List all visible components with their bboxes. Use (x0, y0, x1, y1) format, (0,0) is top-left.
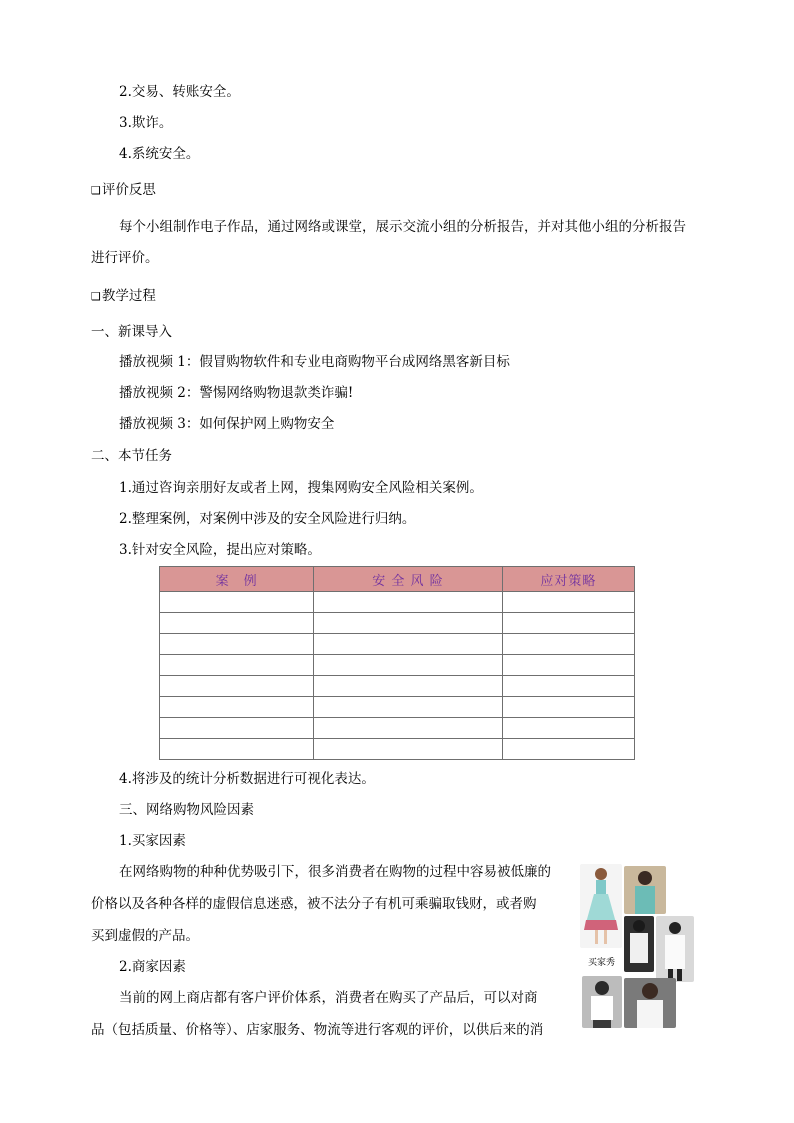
dress-photo (580, 864, 622, 948)
table-row (160, 697, 635, 718)
case-table-header-row (160, 567, 635, 592)
table-row (160, 634, 635, 655)
coat-figure-icon (656, 916, 694, 982)
evaluation-heading (91, 180, 156, 201)
header-case: 案 例 (160, 567, 314, 592)
table-cell[interactable] (314, 634, 502, 655)
buyer-text-line3: 买到虚假的产品。 (91, 928, 199, 944)
risk-item-2: 2.交易、转账安全。 (119, 84, 240, 100)
shirt-figure-icon (582, 976, 622, 1028)
merchant-text-line1: 当前的网上商店都有客户评价体系，消费者在购买了产品后，可以对商 (119, 990, 538, 1006)
table-cell[interactable] (314, 613, 502, 634)
table-cell[interactable] (502, 676, 634, 697)
table-cell[interactable] (502, 592, 634, 613)
table-row (160, 676, 635, 697)
evaluation-text-line1: 每个小组制作电子作品，通过网络或课堂，展示交流小组的分析报告，并对其他小组的分析报告 (119, 219, 686, 235)
table-cell[interactable] (160, 718, 314, 739)
table-cell[interactable] (160, 655, 314, 676)
header-risk: 安 全 风 险 (314, 567, 502, 592)
table-cell[interactable] (502, 697, 634, 718)
table-cell[interactable] (160, 592, 314, 613)
table-cell[interactable] (502, 655, 634, 676)
video-item-1: 播放视频 1：假冒购物软件和专业电商购物平台成网络黑客新目标 (119, 354, 510, 370)
task-item-3: 3.针对安全风险，提出应对策略。 (119, 542, 321, 558)
header-strategy: 应对策略 (502, 567, 634, 592)
table-cell[interactable] (160, 634, 314, 655)
section3-title: 三、网络购物风险因素 (119, 802, 254, 818)
merchant-factor-title: 2.商家因素 (119, 959, 186, 975)
buyer-factor-title: 1.买家因素 (119, 833, 186, 849)
section1-title: 一、新课导入 (91, 324, 172, 340)
table-cell[interactable] (160, 676, 314, 697)
table-cell[interactable] (160, 697, 314, 718)
video-item-2: 播放视频 2：警惕网络购物退款类诈骗! (119, 385, 354, 401)
process-heading-label: 教学过程 (101, 288, 156, 304)
case-table (159, 566, 635, 760)
woman-figure-icon (624, 866, 666, 914)
table-row (160, 592, 635, 613)
table-cell[interactable] (502, 739, 634, 760)
table-cell[interactable] (314, 676, 502, 697)
risk-item-3: 3.欺诈。 (119, 115, 173, 131)
risk-item-4: 4.系统安全。 (119, 146, 200, 162)
dress-figure-icon (580, 864, 622, 948)
shirt-figure-icon (624, 978, 676, 1028)
evaluation-heading-label: 评价反思 (101, 182, 156, 198)
section2-title: 二、本节任务 (91, 448, 172, 464)
merchant-text-line2: 品（包括质量、价格等）、店家服务、物流等进行客观的评价，以供后来的消 (91, 1022, 544, 1038)
case-table-body (160, 592, 635, 760)
coat-photo-1 (624, 916, 654, 972)
table-cell[interactable] (314, 718, 502, 739)
task-item-2: 2.整理案例，对案例中涉及的安全风险进行归纳。 (119, 511, 416, 527)
table-cell[interactable] (314, 592, 502, 613)
table-cell[interactable] (160, 739, 314, 760)
video-item-3: 播放视频 3：如何保护网上购物安全 (119, 416, 335, 432)
shirt-photo-1 (582, 976, 622, 1028)
photo-caption: 买家秀 (588, 958, 616, 968)
coat-figure-icon (624, 916, 654, 972)
checkbox-square-icon: ❑ (91, 184, 101, 197)
table-row (160, 739, 635, 760)
task-item-1: 1.通过咨询亲朋好友或者上网，搜集网购安全风险相关案例。 (119, 480, 483, 496)
table-cell[interactable] (314, 655, 502, 676)
table-row (160, 718, 635, 739)
table-cell[interactable] (502, 613, 634, 634)
table-cell[interactable] (314, 697, 502, 718)
table-cell[interactable] (502, 718, 634, 739)
coat-photo-2 (656, 916, 694, 982)
woman-photo (624, 866, 666, 914)
evaluation-text-line2: 进行评价。 (91, 250, 159, 266)
table-cell[interactable] (314, 739, 502, 760)
table-cell[interactable] (502, 634, 634, 655)
task-item-4: 4.将涉及的统计分析数据进行可视化表达。 (119, 771, 375, 787)
shirt-photo-2 (624, 978, 676, 1028)
table-row (160, 655, 635, 676)
buyer-text-line1: 在网络购物的种种优势吸引下，很多消费者在购物的过程中容易被低廉的 (119, 864, 551, 880)
table-row (160, 613, 635, 634)
process-heading (91, 286, 156, 307)
buyer-text-line2: 价格以及各种各样的虚假信息迷惑，被不法分子有机可乘骗取钱财，或者购 (91, 896, 537, 912)
checkbox-square-icon: ❑ (91, 290, 101, 303)
table-cell[interactable] (160, 613, 314, 634)
